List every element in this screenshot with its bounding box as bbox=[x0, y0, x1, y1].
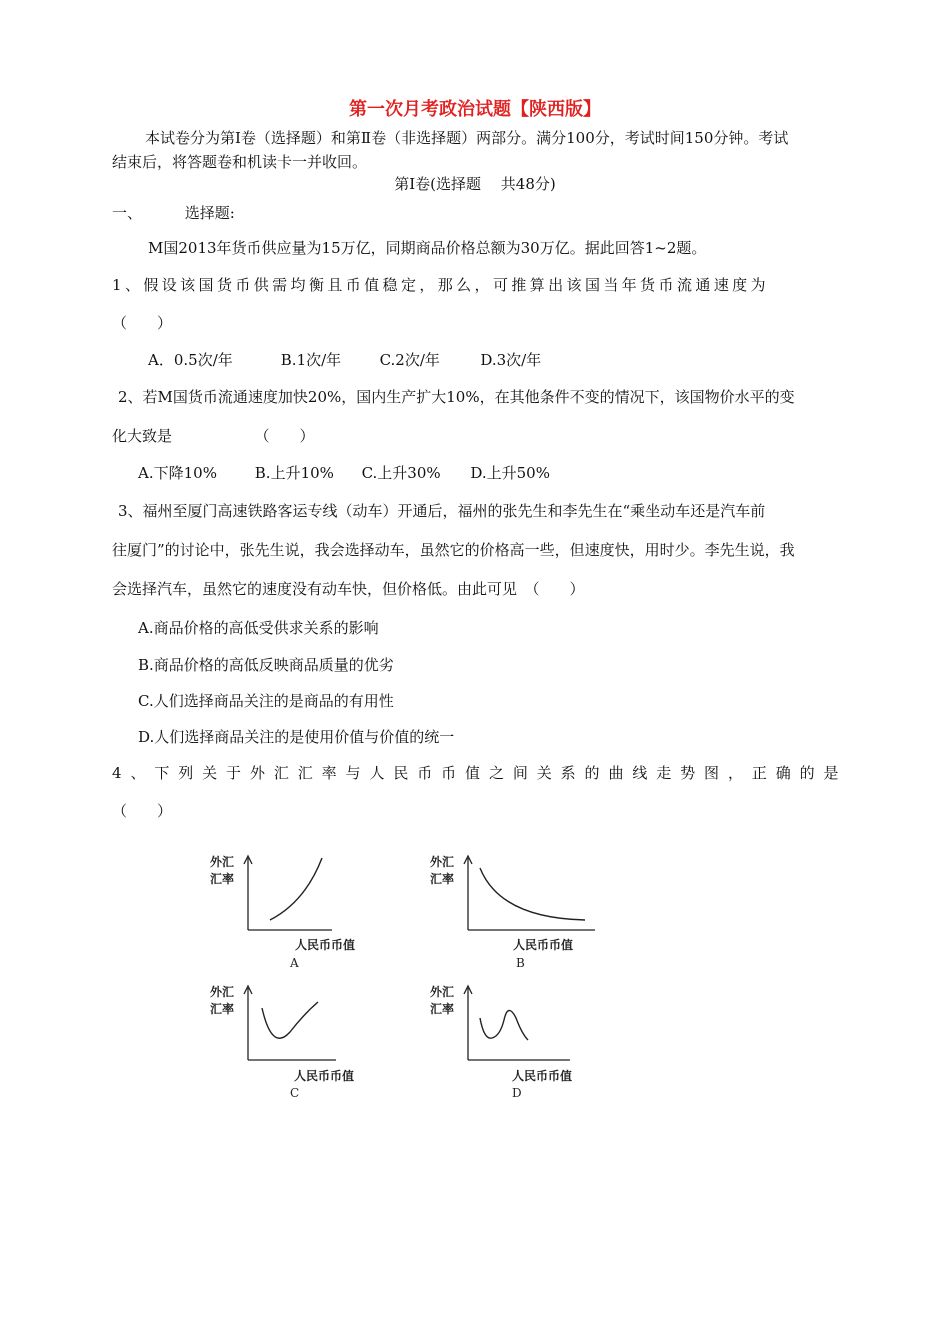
part-title: 选择题: bbox=[184, 204, 235, 222]
graph-b-letter: B bbox=[516, 956, 525, 970]
graph-c-curve bbox=[262, 1002, 318, 1038]
intro-line-2: 结束后，将答题卷和机读卡一并收回。 bbox=[112, 153, 368, 171]
question-3-stem-line-2: 往厦门”的讨论中，张先生说，我会选择动车，虽然它的价格高一些，但速度快，用时少。李先生说，我 bbox=[112, 541, 795, 559]
question-2-stem-line-2: 化大致是 （ ） bbox=[112, 427, 315, 445]
graph-b-curve bbox=[480, 868, 585, 920]
intro-line-1: 本试卷分为第Ⅰ卷（选择题）和第Ⅱ卷（非选择题）两部分。满分100分，考试时间150分钟。考试 bbox=[145, 129, 789, 147]
part-heading bbox=[112, 203, 235, 223]
option-d: D.上升50% bbox=[470, 464, 550, 482]
option-b: B.上升10% bbox=[254, 464, 334, 482]
question-1-bracket: （ ） bbox=[112, 314, 173, 332]
graph-d-ylabel-1: 外汇 bbox=[430, 985, 455, 999]
question-4-text: 4、下列关于外汇汇率与人民币币值之间关系的曲线走势图，正确的是 bbox=[112, 764, 848, 782]
graph-c-svg bbox=[200, 980, 390, 1100]
question-4-bracket: （ ） bbox=[112, 802, 173, 820]
question-2-stem-line-1: 2、若M国货币流通速度加快20%，国内生产扩大10%，在其他条件不变的情况下，该国物价水平的变 bbox=[118, 388, 795, 406]
graph-c-ylabel-1: 外汇 bbox=[210, 985, 235, 999]
graph-a-letter: A bbox=[290, 956, 299, 970]
question-3-option-a: A.商品价格的高低受供求关系的影响 bbox=[138, 619, 379, 637]
option-d: D.3次/年 bbox=[480, 351, 542, 369]
graph-d-xlabel: 人民币币值 bbox=[512, 1069, 573, 1083]
graph-a-ylabel-2: 汇率 bbox=[210, 872, 235, 886]
graph-b-ylabel-1: 外汇 bbox=[430, 855, 455, 869]
option-c: C.上升30% bbox=[361, 464, 441, 482]
graph-a bbox=[200, 850, 390, 970]
graph-b-xlabel: 人民币币值 bbox=[513, 938, 574, 952]
question-4-stem bbox=[112, 763, 848, 783]
question-3-option-b: B.商品价格的高低反映商品质量的优劣 bbox=[138, 656, 394, 674]
graph-a-xlabel: 人民币币值 bbox=[295, 938, 356, 952]
graph-c-letter: C bbox=[290, 1086, 300, 1100]
graph-b-svg bbox=[420, 850, 610, 970]
question-3-stem-line-3: 会选择汽车，虽然它的速度没有动车快，但价格低。由此可见 （ ） bbox=[112, 580, 585, 598]
graph-a-curve bbox=[270, 858, 322, 920]
graph-c-xlabel: 人民币币值 bbox=[294, 1069, 355, 1083]
option-c: C.2次/年 bbox=[379, 351, 440, 369]
graph-d-letter: D bbox=[512, 1086, 522, 1100]
graph-a-svg bbox=[200, 850, 390, 970]
graph-d-ylabel-2: 汇率 bbox=[430, 1002, 455, 1016]
option-a: A.下降10% bbox=[138, 464, 217, 482]
page-title: 第一次月考政治试题【陕西版】 bbox=[349, 99, 601, 120]
graph-d-curve bbox=[480, 1010, 528, 1040]
graph-c bbox=[200, 980, 390, 1100]
graph-a-ylabel-1: 外汇 bbox=[210, 855, 235, 869]
option-b: B.1次/年 bbox=[280, 351, 342, 369]
graph-d bbox=[420, 980, 610, 1100]
question-1-stem bbox=[112, 275, 836, 295]
question-3-option-c: C.人们选择商品关注的是商品的有用性 bbox=[138, 692, 394, 710]
graph-d-svg bbox=[420, 980, 610, 1100]
question-3-stem-line-1: 3、福州至厦门高速铁路客运专线（动车）开通后，福州的张先生和李先生在“乘坐动车还是汽车前 bbox=[118, 502, 766, 520]
question-2-options bbox=[138, 463, 550, 483]
part-number: 一、 bbox=[112, 204, 143, 222]
passage: M国2013年货币供应量为15万亿，同期商品价格总额为30万亿。据此回答1~2题。 bbox=[148, 239, 707, 257]
question-1-options bbox=[148, 350, 541, 370]
graph-b bbox=[420, 850, 610, 970]
option-a: A．0.5次/年 bbox=[148, 351, 233, 369]
question-3-option-d: D.人们选择商品关注的是使用价值与价值的统一 bbox=[138, 728, 455, 746]
graph-b-ylabel-2: 汇率 bbox=[430, 872, 455, 886]
question-1-text: 1、假设该国货币供需均衡且币值稳定，那么，可推算出该国当年货币流通速度为 bbox=[112, 276, 769, 294]
graph-c-ylabel-2: 汇率 bbox=[210, 1002, 235, 1016]
section-header: 第Ⅰ卷(选择题 共48分) bbox=[394, 175, 556, 193]
